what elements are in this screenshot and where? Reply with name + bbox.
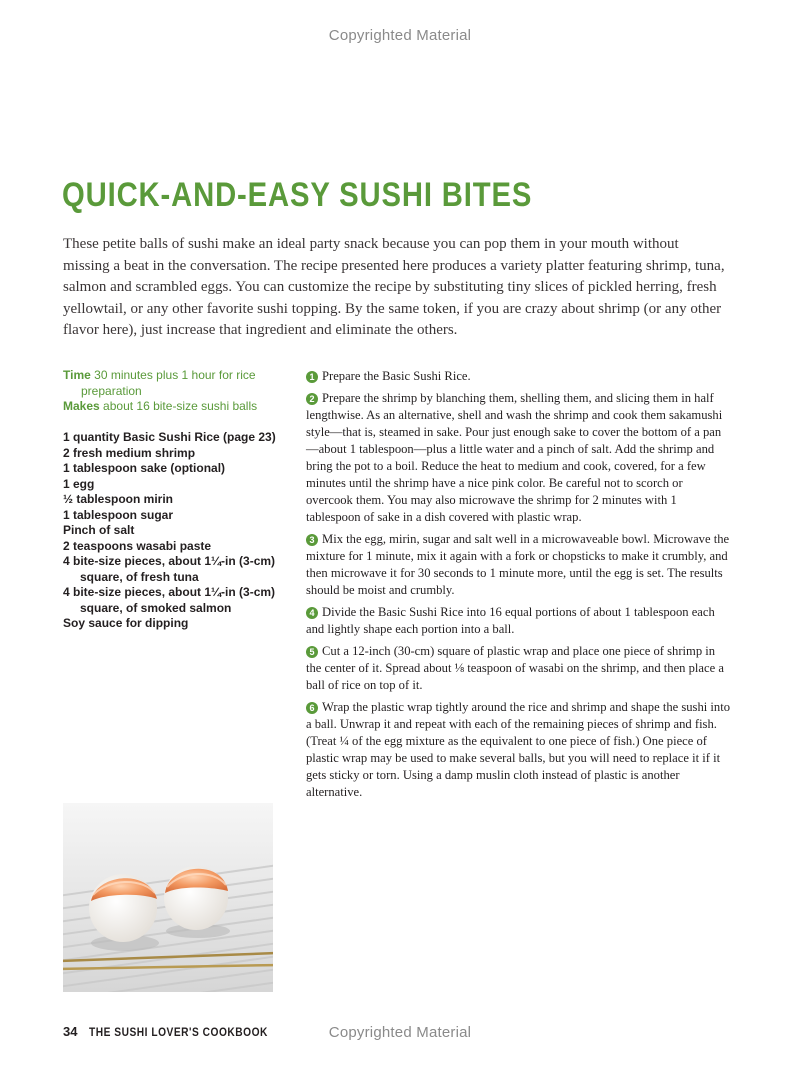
ingredient-item: 2 fresh medium shrimp (63, 445, 196, 460)
step-text: Divide the Basic Sushi Rice into 16 equal portions of about 1 tablespoon each and lightly shape each portion into a ball. (306, 605, 715, 636)
ingredient-item: ½ tablespoon mirin (63, 492, 174, 506)
method-step (306, 531, 732, 599)
step-number-badge: 4 (306, 607, 318, 619)
time-value: 30 minutes plus 1 hour for rice preparation (81, 368, 256, 398)
ingredient-item: Pinch of salt (63, 523, 135, 537)
sushi-balls-photo (63, 803, 273, 992)
method-step (306, 604, 732, 638)
method-step (306, 643, 732, 694)
ingredient-item: Soy sauce for dipping (63, 616, 189, 630)
recipe-intro: These petite balls of sushi make an ideal party snack because you can pop them in your mouth without missing a beat in the conversation. The recipe presented here produces a variety platter featuring shrimp, tuna, salmon and scrambled eggs. You can customize the recipe by substituting tiny slices of pickled herring, fresh yellowtail, or any other favorite sushi topping. By the same token, if you are crazy about shrimp (or any other flavor here), just increase that ingredient and eliminate the others. (63, 236, 725, 338)
method-step (306, 699, 732, 801)
method-step (306, 390, 732, 526)
ingredient-item: 1 tablespoon sugar (63, 507, 174, 522)
step-text: Prepare the shrimp by blanching them, shelling them, and slicing them in half lengthwise. As an alternative, shell and wash the shrimp and cook them sakamushi style—that is, steamed in sake. Pour just enough sake to cover the bottom of a pan—about 1 tablespoon—plus a little water and a pinch of salt. Add the shrimp and bring the pot to a boil. Reduce the heat to medium and cook, covered, for a few minutes until the shrimp have a nice pink color. Be careful not to scorch or overcook them. You may also microwave the shrimp for 2 minutes with 1 tablespoon of sake in a dish covered with plastic wrap. (306, 391, 723, 524)
step-text: Cut a 12-inch (30-cm) square of plastic wrap and place one piece of shrimp in the center of it. Spread about ⅛ teaspoon of wasabi on the shrimp, and then place a ball of rice on top of it. (306, 644, 724, 692)
ingredient-item: 4 bite-size pieces, about 1¼-in (3-cm) square, of fresh tuna (63, 554, 276, 584)
makes-label: Makes (63, 399, 100, 413)
ingredient-item: 1 egg (63, 476, 95, 491)
step-number-badge: 2 (306, 393, 318, 405)
time-row (63, 368, 278, 399)
recipe-meta (63, 368, 278, 415)
method-step (306, 368, 732, 385)
ingredient-item: 1 tablespoon sake (optional) (63, 461, 226, 475)
ingredient-list (63, 430, 278, 632)
step-text: Prepare the Basic Sushi Rice. (322, 369, 471, 383)
ingredient-item: 1 quantity Basic Sushi Rice (page 23) (63, 430, 276, 444)
step-number-badge: 3 (306, 534, 318, 546)
copyright-watermark-bottom: Copyrighted Material (328, 1024, 472, 1041)
book-title: THE SUSHI LOVER'S COOKBOOK (89, 1025, 269, 1039)
makes-value: about 16 bite-size sushi balls (103, 399, 258, 413)
recipe-title: QUICK-AND-EASY SUSHI BITES (62, 176, 533, 214)
step-text: Mix the egg, mirin, sugar and salt well in a microwaveable bowl. Microwave the mixture for 1 minute, mix it again with a fork or chopsticks to make it crumbly, and then microwave it for 30 seconds to 1 minute more, until the egg is set. The results should be moist and crumbly. (306, 532, 730, 597)
makes-row (63, 399, 278, 415)
step-number-badge: 1 (306, 371, 318, 383)
ingredient-item: 4 bite-size pieces, about 1¼-in (3-cm) square, of smoked salmon (63, 585, 276, 615)
step-number-badge: 5 (306, 646, 318, 658)
step-number-badge: 6 (306, 702, 318, 714)
time-label: Time (63, 368, 91, 382)
step-text: Wrap the plastic wrap tightly around the rice and shrimp and shape the sushi into a ball. Unwrap it and repeat with each of the remaining pieces of shrimp and fish. (Treat ¼ of the egg mixture as the equivalent to one piece of fish.) One piece of plastic wrap may be used to make several balls, but you will need to replace it if it gets sticky or torn. Using a damp muslin cloth instead of plastic is another alternative. (306, 700, 730, 799)
method-steps (306, 368, 732, 806)
ingredient-item: 2 teaspoons wasabi paste (63, 538, 212, 553)
sushi-photo-illustration (63, 803, 273, 992)
page-number: 34 (63, 1024, 78, 1039)
copyright-watermark-top: Copyrighted Material (328, 27, 472, 44)
